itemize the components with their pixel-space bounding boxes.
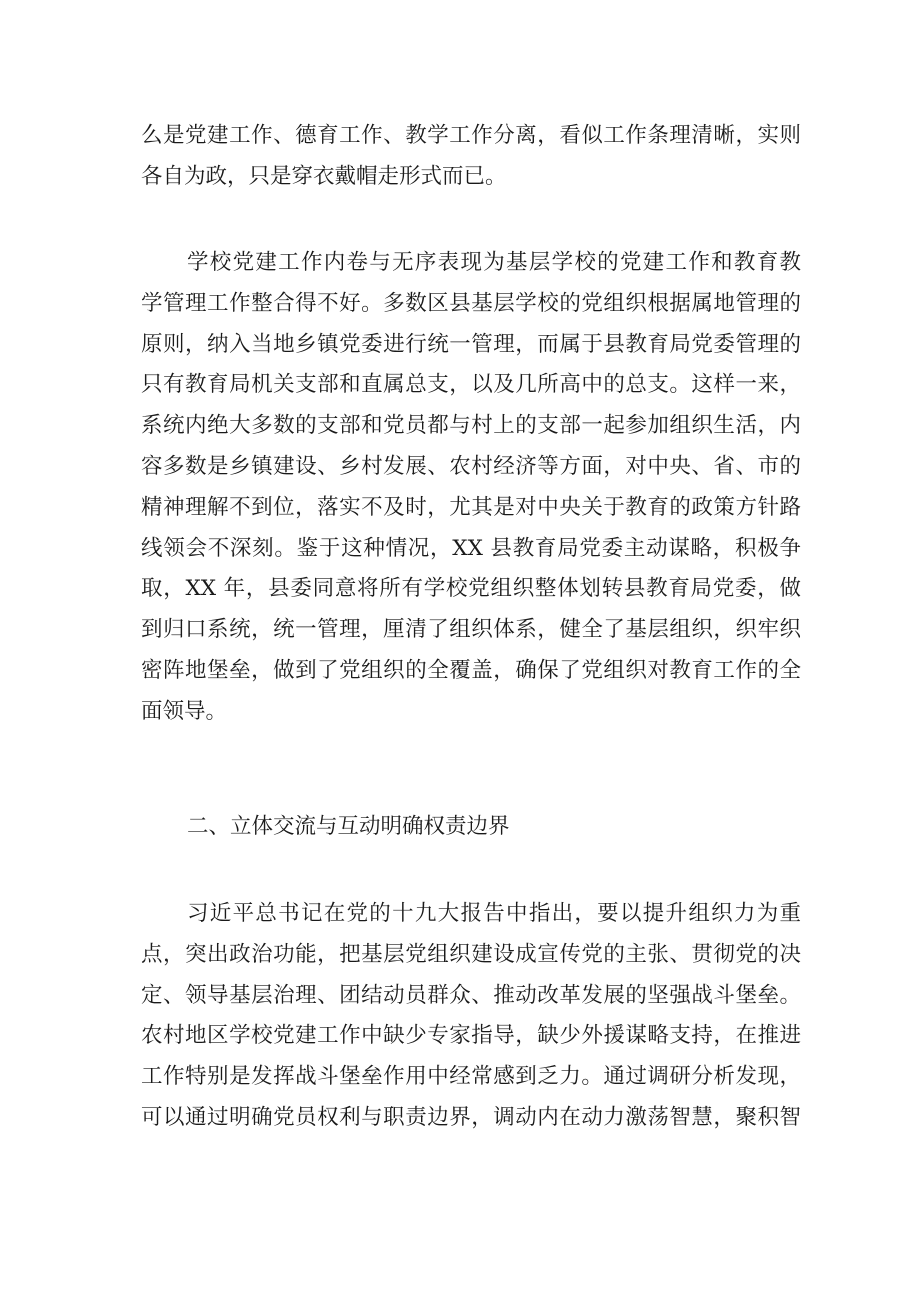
paragraph-line: 工作特别是发挥战斗堡垒作用中经常感到乏力。通过调研分析发现， bbox=[141, 1064, 801, 1090]
paragraph-line: 原则，纳入当地乡镇党委进行统一管理，而属于县教育局党委管理的 bbox=[141, 331, 801, 357]
paragraph-line: 精神理解不到位，落实不及时，尤其是对中央关于教育的政策方针路 bbox=[141, 494, 801, 520]
paragraph-2 bbox=[141, 243, 801, 733]
paragraph-line: 学校党建工作内卷与无序表现为基层学校的党建工作和教育教 bbox=[187, 250, 801, 275]
paragraph-line: 习近平总书记在党的十九大报告中指出，要以提升组织力为重 bbox=[187, 901, 801, 926]
paragraph-line: 取，XX 年，县委同意将所有学校党组织整体划转县教育局党委，做 bbox=[141, 576, 801, 602]
paragraph-line: 面领导。 bbox=[141, 698, 228, 724]
paragraph-line: 么是党建工作、德育工作、教学工作分离，看似工作条理清晰，实则 bbox=[141, 123, 801, 148]
section-heading: 二、立体交流与互动明确权责边界 bbox=[187, 814, 510, 839]
paragraph-3 bbox=[141, 894, 801, 1139]
paragraph-line: 农村地区学校党建工作中缺少专家指导，缺少外援谋略支持，在推进 bbox=[141, 1023, 801, 1049]
paragraph-line: 容多数是乡镇建设、乡村发展、农村经济等方面，对中央、省、市的 bbox=[141, 453, 801, 479]
paragraph-line: 到归口系统，统一管理，厘清了组织体系，健全了基层组织，织牢织 bbox=[141, 617, 801, 643]
paragraph-line: 定、领导基层治理、团结动员群众、推动改革发展的坚强战斗堡垒。 bbox=[141, 982, 801, 1008]
paragraph-1 bbox=[141, 116, 801, 198]
paragraph-line: 学管理工作整合得不好。多数区县基层学校的党组织根据属地管理的 bbox=[141, 290, 801, 316]
paragraph-line: 只有教育局机关支部和直属总支，以及几所高中的总支。这样一来， bbox=[141, 372, 801, 398]
paragraph-line: 可以通过明确党员权利与职责边界，调动内在动力激荡智慧，聚积智 bbox=[141, 1104, 801, 1130]
paragraph-line: 各自为政，只是穿衣戴帽走形式而已。 bbox=[141, 163, 507, 189]
paragraph-line: 密阵地堡垒，做到了党组织的全覆盖，确保了党组织对教育工作的全 bbox=[141, 657, 801, 683]
paragraph-line: 点，突出政治功能，把基层党组织建设成宣传党的主张、贯彻党的决 bbox=[141, 941, 801, 967]
paragraph-line: 线领会不深刻。鉴于这种情况，XX 县教育局党委主动谋略，积极争 bbox=[141, 535, 801, 561]
paragraph-line: 系统内绝大多数的支部和党员都与村上的支部一起参加组织生活，内 bbox=[141, 413, 801, 439]
